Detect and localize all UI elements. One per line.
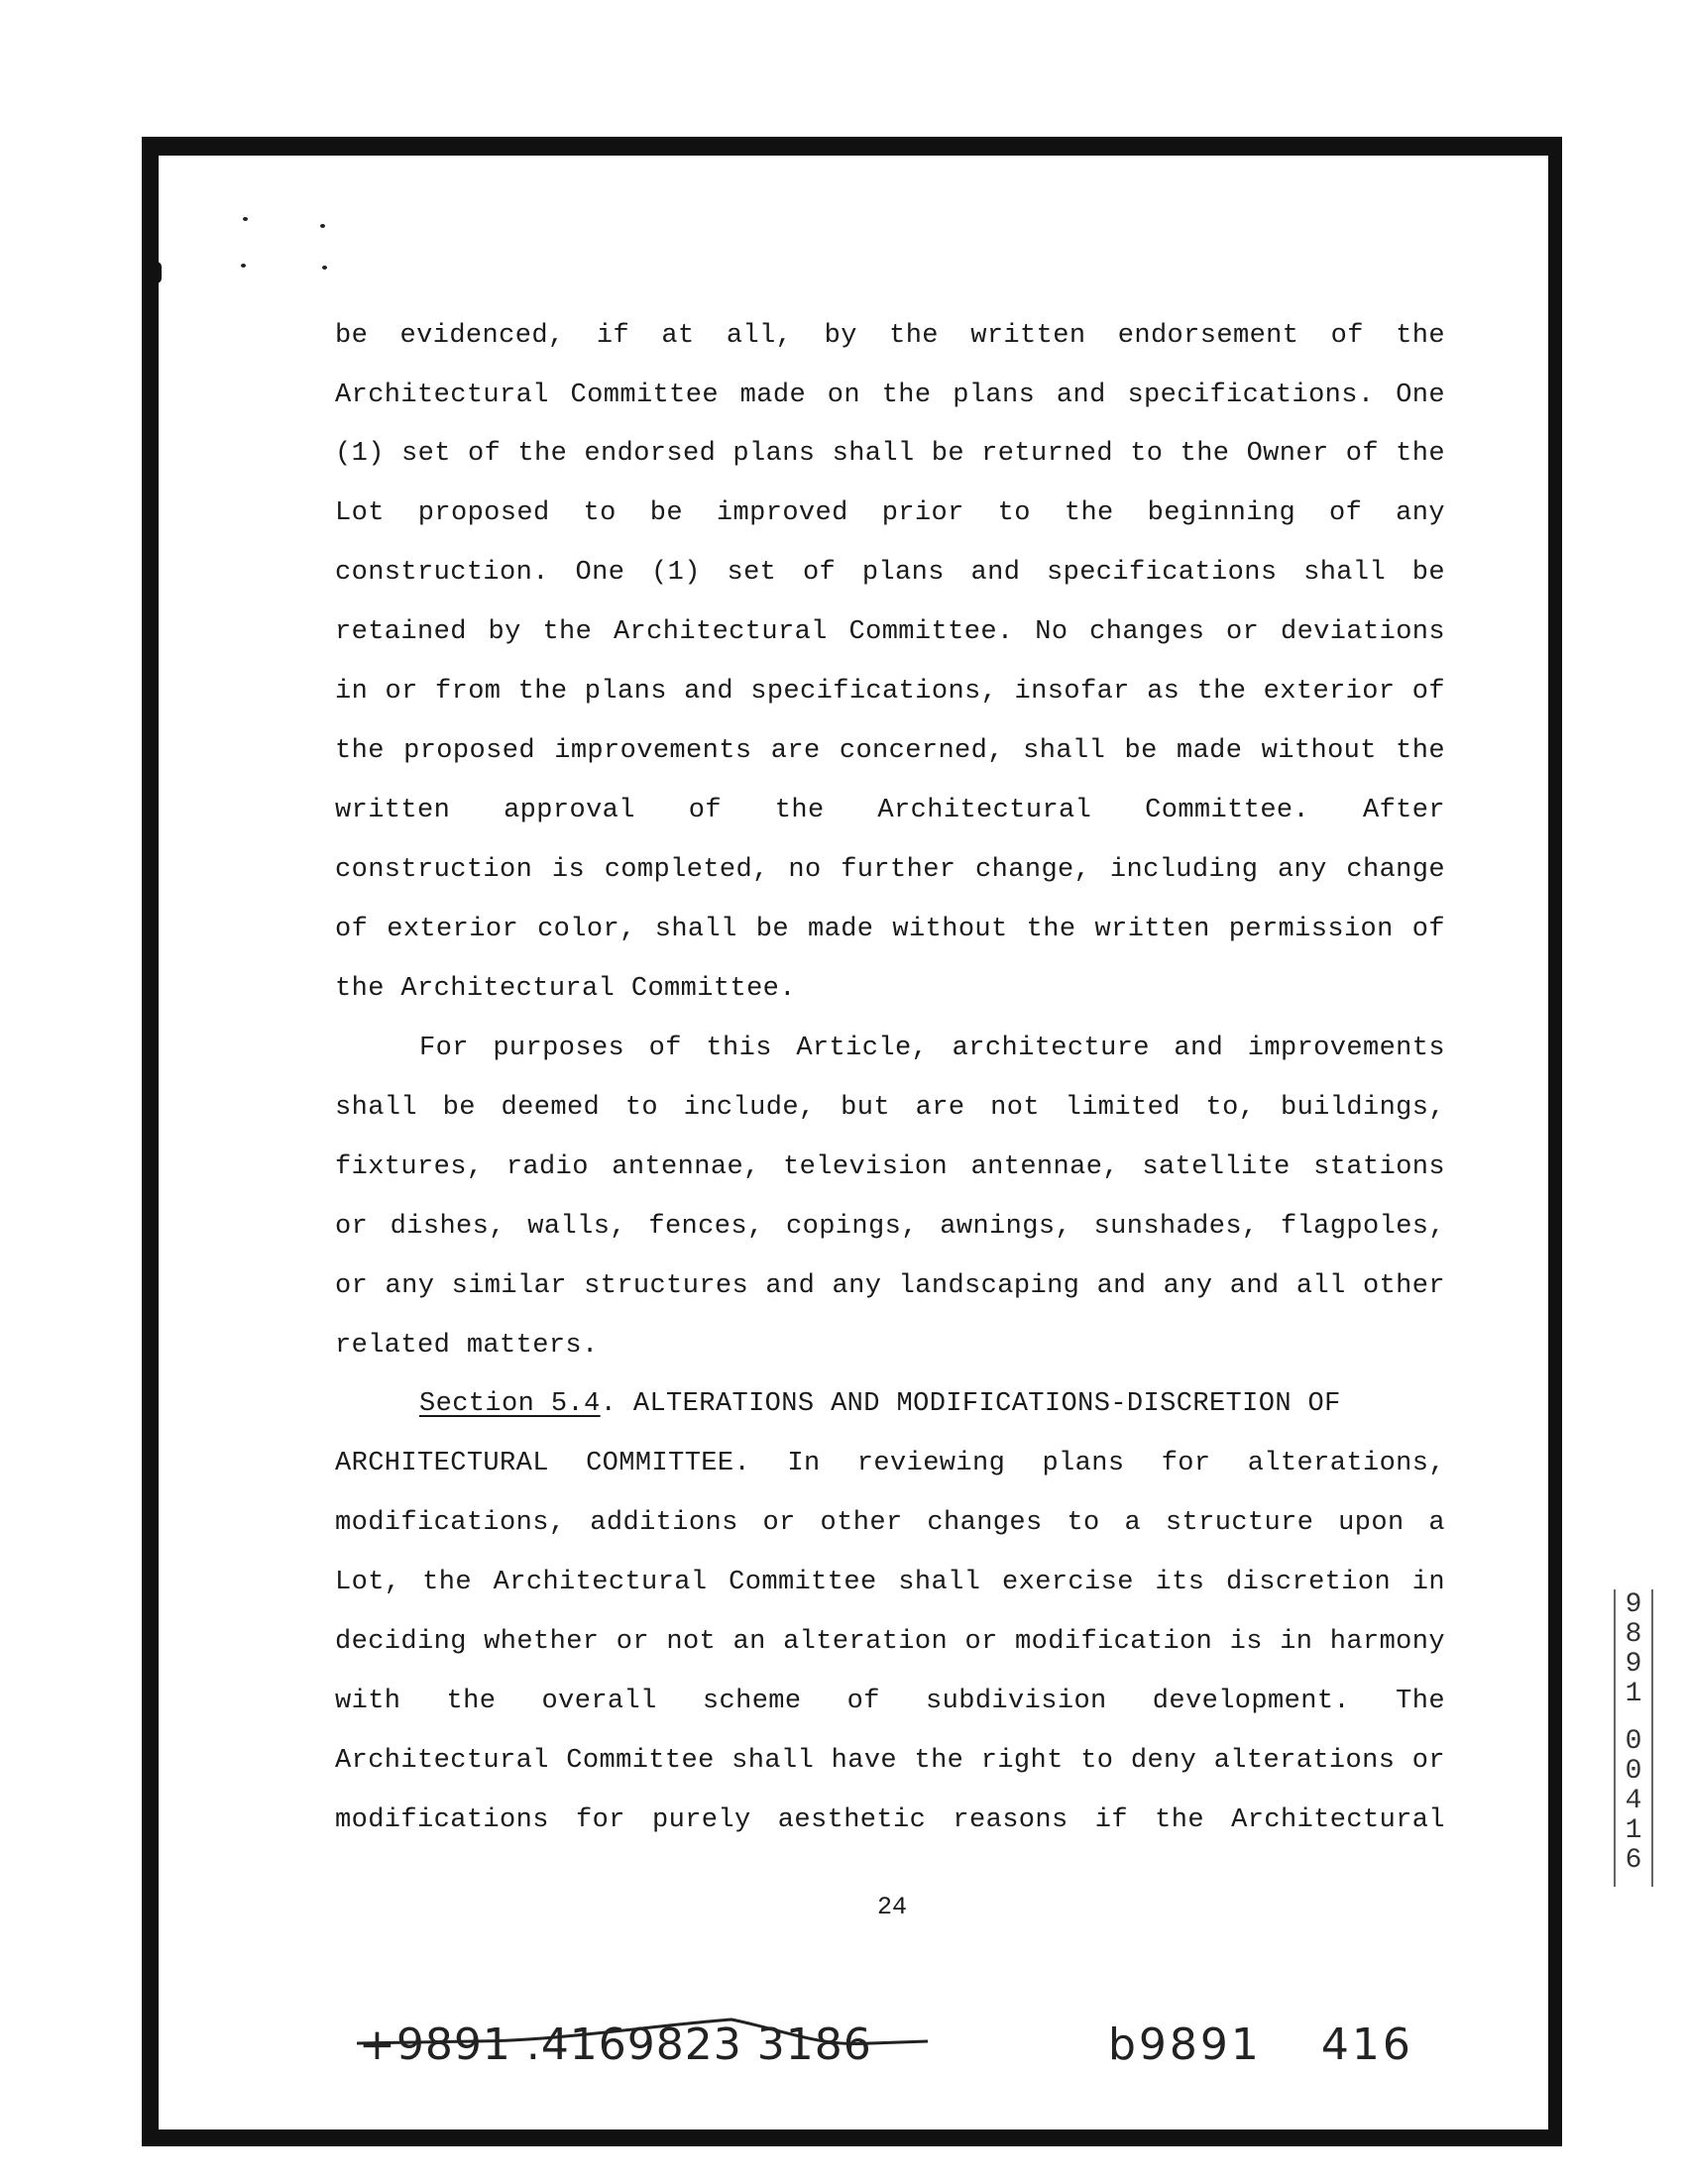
text-line: the proposed improvements are concerned, shall be made without the [335, 736, 1445, 766]
bates-number [1108, 2020, 1413, 2070]
stamp-digit: 8 [1625, 1619, 1642, 1650]
text-line: Architectural Committee made on the plans and specifications. One [335, 381, 1445, 410]
text-line: in or from the plans and specifications, insofar as the exterior of [335, 677, 1445, 707]
text-line: related matters. [335, 1331, 599, 1361]
text-line: Architectural Committee shall have the right to deny alterations or [335, 1746, 1445, 1776]
text-line: with the overall scheme of subdivision development. The [335, 1687, 1445, 1716]
section-reference: Section 5.4 [419, 1389, 601, 1419]
text-line: construction. One (1) set of plans and specifications shall be [335, 558, 1445, 588]
text-line: the Architectural Committee. [335, 974, 796, 1004]
section-heading-line [419, 1387, 1445, 1421]
stamp-digit: 6 [1625, 1845, 1642, 1876]
text-line: construction is completed, no further change, including any change [335, 855, 1445, 885]
bates-prefix: b9891 [1108, 2020, 1262, 2070]
text-line: be evidenced, if at all, by the written endorsement of the [335, 321, 1445, 351]
text-line: or dishes, walls, fences, copings, awnings, sunshades, flagpoles, [335, 1212, 1445, 1242]
text-line: Lot proposed to be improved prior to the beginning of any [335, 498, 1445, 528]
scan-speck [322, 266, 327, 270]
stamp-digit: 1 [1625, 1815, 1642, 1846]
bates-page: 416 [1320, 2020, 1413, 2070]
section-title: . ALTERATIONS AND MODIFICATIONS-DISCRETION OF [600, 1389, 1341, 1419]
strike-through-mark [355, 2012, 930, 2071]
text-line: retained by the Architectural Committee. No changes or deviations [335, 617, 1445, 647]
text-line: fixtures, radio antennae, television antennae, satellite stations [335, 1152, 1445, 1182]
page-number: 24 [876, 1893, 907, 1921]
text-line: ARCHITECTURAL COMMITTEE. In reviewing plans for alterations, [335, 1449, 1445, 1478]
scan-speck [243, 217, 248, 221]
stamp-digit: 0 [1625, 1756, 1642, 1787]
stamp-digit: 9 [1625, 1649, 1642, 1680]
text-line: deciding whether or not an alteration or modification is in harmony [335, 1627, 1445, 1657]
struck-bates-number: +9891 .4169823 3186 [359, 2020, 872, 2070]
stamp-digit: 4 [1625, 1786, 1642, 1816]
text-line: or any similar structures and any landscaping and any and all other [335, 1271, 1445, 1301]
text-line: shall be deemed to include, but are not limited to, buildings, [335, 1093, 1445, 1123]
side-document-stamp [1614, 1589, 1653, 1887]
scan-speck [241, 264, 246, 268]
stamp-digit: 9 [1625, 1589, 1642, 1620]
text-line: written approval of the Architectural Committee. After [335, 796, 1445, 825]
stamp-digit: 1 [1625, 1679, 1642, 1709]
text-line: Lot, the Architectural Committee shall exercise its discretion in [335, 1568, 1445, 1597]
punch-mark [152, 262, 162, 283]
text-line: modifications, additions or other changes to a structure upon a [335, 1508, 1445, 1538]
text-line: modifications for purely aesthetic reasons if the Architectural [335, 1805, 1445, 1835]
text-line: For purposes of this Article, architecture and improvements [419, 1034, 1445, 1063]
text-line: (1) set of the endorsed plans shall be returned to the Owner of the [335, 439, 1445, 469]
scan-speck [320, 224, 325, 228]
text-line: of exterior color, shall be made without the written permission of [335, 915, 1445, 944]
stamp-digit: 0 [1625, 1726, 1642, 1757]
